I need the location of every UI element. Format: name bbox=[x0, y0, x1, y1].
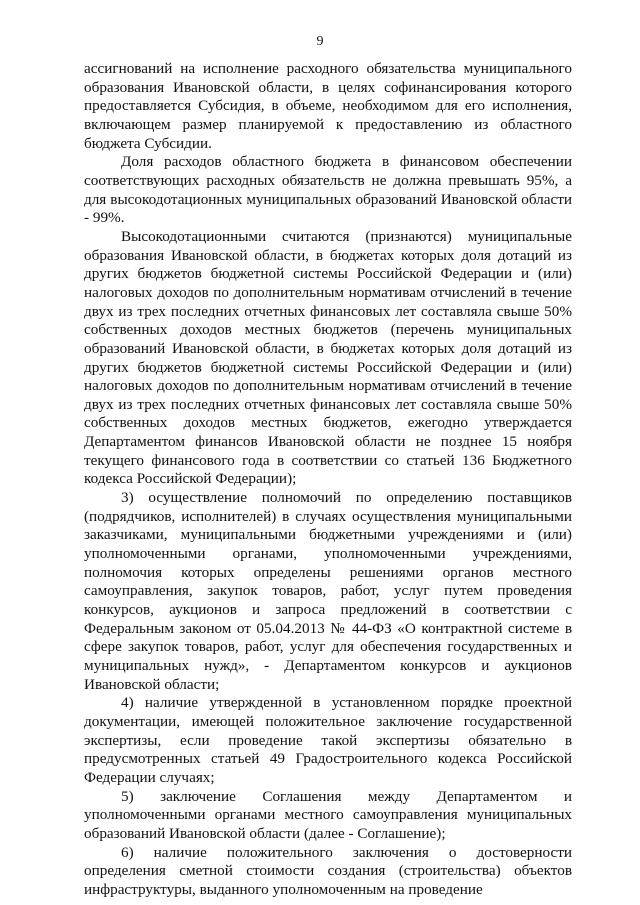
paragraph-item-5-agreement: 5) заключение Соглашения между Департаментом и уполномоченными органами местного самоуправления муниципальных образований Ивановской области (далее - Соглашение); bbox=[84, 787, 572, 842]
paragraph-item-4-project-documentation: 4) наличие утвержденной в установленном порядке проектной документации, имеющей положительное заключение государственной экспертизы, если проведение такой экспертизы обязательно в предусмотренных статьей 49 Градостроительного кодекса Российской Федерации случаях; bbox=[84, 694, 572, 786]
paragraph-item-6-estimate-conclusion: 6) наличие положительного заключения о достоверности определения сметной стоимости создания (строительства) объектов инфраструктуры, выданного уполномоченным на проведение bbox=[84, 843, 572, 898]
page-number: 9 bbox=[316, 34, 324, 49]
paragraph-budget-share: Доля расходов областного бюджета в финансовом обеспечении соответствующих расходных обязательств не должна превышать 95%, а для высокодотационных муниципальных образований Ивановской области - 99%. bbox=[84, 153, 572, 227]
document-body bbox=[84, 60, 572, 900]
paragraph-high-subsidy-definition: Высокодотационными считаются (признаются) муниципальные образования Ивановской области, в бюджетах которых доля дотаций из других бюджетов бюджетной системы Российской Федерации и (или) налоговых доходов по дополнительным нормативам отчислений в течение двух из трех последних отчетных финансовых лет составляла свыше 50% собственных доходов местных бюджетов (перечень муниципальных образований Ивановской области, в бюджетах которых доля дотаций из других бюджетов бюджетной системы Российской Федерации и (или) налоговых доходов по дополнительным нормативам отчислений в течение двух из трех последних отчетных финансовых лет составляла свыше 50% собственных доходов местных бюджетов, ежегодно утверждается Департаментом финансов Ивановской области не позднее 15 ноября текущего финансового года в соответствии со статьей 136 Бюджетного кодекса Российской Федерации); bbox=[84, 227, 572, 488]
paragraph-appropriations-continuation: ассигнований на исполнение расходного обязательства муниципального образования Ивановской области, в целях софинансирования которого предоставляется Субсидия, в объеме, необходимом для его исполнения, включающем размер планируемой к предоставлению из областного бюджета Субсидии. bbox=[84, 60, 572, 152]
paragraph-item-3-procurement: 3) осуществление полномочий по определению поставщиков (подрядчиков, исполнителей) в случаях осуществления муниципальными заказчиками, муниципальными бюджетными учреждениями и (или) уполномоченными органами, уполномоченными учреждениями, полномочия которых определены решениями органов местного самоуправления, закупок товаров, работ, услуг путем проведения конкурсов, аукционов и запроса предложений в соответствии с Федеральным законом от 05.04.2013 № 44-ФЗ «О контрактной системе в сфере закупок товаров, работ, услуг для обеспечения государственных и муниципальных нужд», - Департаментом конкурсов и аукционов Ивановской области; bbox=[84, 489, 572, 693]
